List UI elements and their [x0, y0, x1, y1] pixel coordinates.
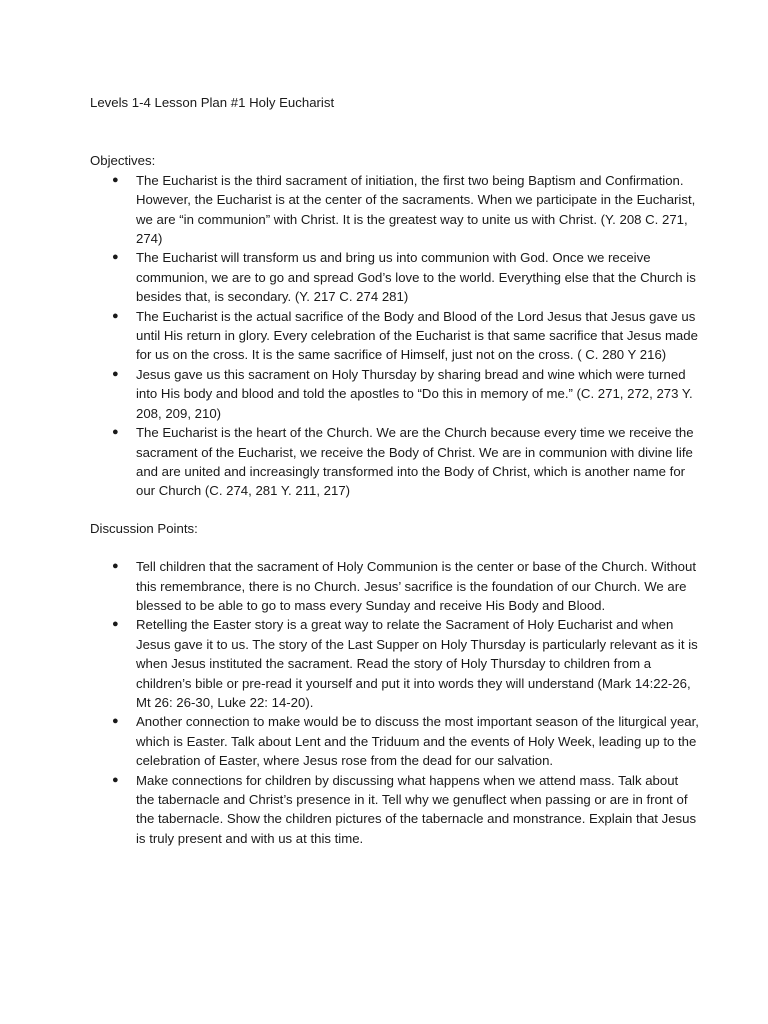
- discussion-text: Tell children that the sacrament of Holy Communion is the center or base of the Church. Without this remembrance, there is no Church. Jesus’ sacrifice is the foundation of our Church. We are blessed to be able to go to mass every Sunday and receive His Body and Blood.: [136, 559, 697, 613]
- discussion-text: Another connection to make would be to discuss the most important season of the liturgical year, which is Easter. Talk about Lent and the Triduum and the events of Holy Week, leading up to the celebration of Easter, where Jesus rose from the dead for our salvation.: [136, 714, 699, 769]
- discussion-item: [90, 557, 700, 615]
- document-title: Levels 1-4 Lesson Plan #1 Holy Eucharist: [90, 95, 335, 110]
- discussion-heading: Discussion Points:: [90, 520, 198, 536]
- objectives-list: [90, 171, 700, 501]
- objectives-heading: Objectives:: [90, 153, 156, 169]
- bullet-dot-icon: ●: [112, 618, 119, 631]
- bullet-dot-icon: ●: [112, 426, 119, 439]
- document-page: [90, 93, 700, 848]
- bullet-dot-icon: ●: [112, 173, 119, 186]
- discussion-text: Make connections for children by discussing what happens when we attend mass. Talk about the tabernacle and Christ’s presence in it. Tell why we genuflect when passing or are in front of the tabernacle. Show the children pictures of the tabernacle and monstrance. Explain that Jesus is truly present and with us at this time.: [136, 772, 697, 846]
- objective-item: [90, 307, 700, 365]
- objective-item: [90, 423, 700, 501]
- bullet-dot-icon: ●: [112, 773, 119, 786]
- bullet-dot-icon: ●: [112, 560, 119, 573]
- objective-text: The Eucharist will transform us and bring us into communion with God. Once we receive communion, we are to go and spread God’s love to the world. Everything else that the Church is besides that, is secondary. (Y. 217 C. 274 281): [136, 250, 696, 305]
- bullet-dot-icon: ●: [112, 251, 119, 264]
- objective-text: Jesus gave us this sacrament on Holy Thursday by sharing bread and wine which were turned into His body and blood and told the apostles to “Do this in memory of me.” (C. 271, 272, 273 Y. 208, 209, 210): [136, 366, 693, 421]
- objective-item: [90, 171, 700, 249]
- discussion-item: [90, 615, 700, 712]
- objective-item: [90, 365, 700, 423]
- objective-item: [90, 248, 700, 306]
- objective-text: The Eucharist is the actual sacrifice of the Body and Blood of the Lord Jesus that Jesus gave us until His return in glory. Every celebration of the Eucharist is that same sacrifice that Jesus made for us on the cross. It is the same sacrifice of Himself, just not on the cross. ( C. 280 Y 216): [136, 308, 698, 363]
- bullet-dot-icon: ●: [112, 309, 119, 322]
- discussion-item: [90, 771, 700, 849]
- objective-text: The Eucharist is the heart of the Church. We are the Church because every time we receive the sacrament of the Eucharist, we receive the Body of Christ. We are in communion with divine life and are united and increasingly transformed into the Body of Christ, which is another name for our Church (C. 274, 281 Y. 211, 217): [136, 425, 694, 499]
- discussion-item: [90, 712, 700, 770]
- bullet-dot-icon: ●: [112, 367, 119, 380]
- objective-text: The Eucharist is the third sacrament of initiation, the first two being Baptism and Confirmation. However, the Eucharist is at the center of the sacraments. When we participate in the Eucharist, we are “in communion” with Christ. It is the greatest way to unite us with Christ. (Y. 208 C. 271, 274): [136, 172, 696, 247]
- discussion-text: Retelling the Easter story is a great way to relate the Sacrament of Holy Eucharist and when Jesus gave it to us. The story of the Last Supper on Holy Thursday is particularly relevant as it is when Jesus instituted the sacrament. Read the story of Holy Thursday to children from a children’s bible or pre-read it yourself and put it into words they will understand (Mark 14:22-26, Mt 26: 26-30, Luke 22: 14-20).: [136, 617, 698, 710]
- bullet-dot-icon: ●: [112, 715, 119, 728]
- discussion-list: [90, 557, 700, 848]
